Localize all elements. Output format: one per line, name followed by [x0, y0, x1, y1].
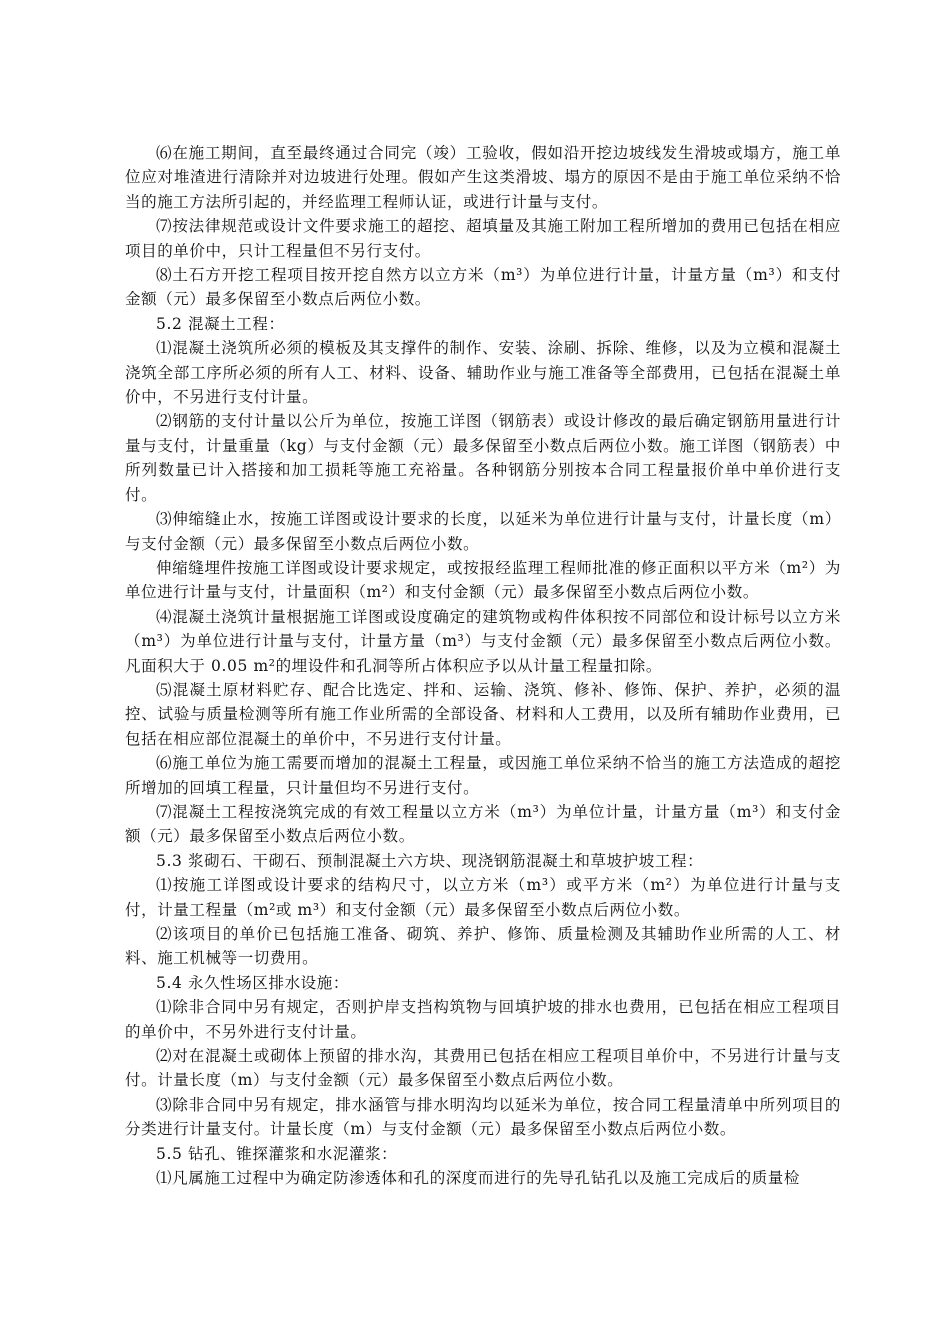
section-heading: 5.3 浆砌石、干砌石、预制混凝土六方块、现浇钢筋混凝土和草坡护坡工程：	[156, 851, 704, 870]
paragraph: ⑺按法律规范或设计文件要求施工的超挖、超填量及其施工附加工程所增加的费用已包括在相应项目的单价中，只计工程量但不另行支付。	[125, 217, 841, 260]
paragraph: ⑸混凝土原材料贮存、配合比选定、拌和、运输、浇筑、修补、修饰、保护、养护，必须的温控、试验与质量检测等所有施工作业所需的全部设备、材料和人工费用，以及所有辅助作业费用，已包括在相应部位混凝土的单价中，不另进行支付计量。	[125, 680, 841, 748]
paragraph: ⑻土石方开挖工程项目按开挖自然方以立方米（m³）为单位进行计量，计量方量（m³）和支付金额（元）最多保留至小数点后两位小数。	[125, 266, 841, 309]
paragraph: ⑴混凝土浇筑所必须的模板及其支撑件的制作、安装、涂刷、拆除、维修，以及为立模和混凝土浇筑全部工序所必须的所有人工、材料、设备、辅助作业与施工准备等全部费用，已包括在混凝土单价中，不另进行支付计量。	[125, 339, 841, 407]
paragraph: ⑶伸缩缝止水，按施工详图或设计要求的长度，以延米为单位进行计量与支付，计量长度（m）与支付金额（元）最多保留至小数点后两位小数。	[125, 510, 841, 553]
paragraph: ⑶除非合同中另有规定，排水涵管与排水明沟均以延米为单位，按合同工程量清单中所列项目的分类进行计量支付。计量长度（m）与支付金额（元）最多保留至小数点后两位小数。	[125, 1095, 841, 1139]
paragraph: ⑴除非合同中另有规定，否则护岸支挡构筑物与回填护坡的排水也费用，已包括在相应工程项目的单价中，不另外进行支付计量。	[125, 998, 841, 1041]
document-body	[125, 141, 841, 1190]
paragraph: ⑵该项目的单价已包括施工准备、砌筑、养护、修饰、质量检测及其辅助作业所需的人工、材料、施工机械等一切费用。	[125, 925, 841, 968]
section-heading: 5.2 混凝土工程：	[156, 314, 285, 333]
paragraph: ⑴凡属施工过程中为确定防渗透体和孔的深度而进行的先导孔钻孔以及施工完成后的质量检	[156, 1169, 801, 1188]
paragraph: ⑵对在混凝土或砌体上预留的排水沟，其费用已包括在相应工程项目单价中，不另进行计量与支付。计量长度（m）与支付金额（元）最多保留至小数点后两位小数。	[125, 1047, 841, 1090]
paragraph: ⑹施工单位为施工需要而增加的混凝土工程量，或因施工单位采纳不恰当的施工方法造成的超挖所增加的回填工程量，只计量但均不另进行支付。	[125, 754, 841, 797]
section-heading: 5.5 钻孔、锥探灌浆和水泥灌浆：	[156, 1144, 398, 1163]
paragraph: 伸缩缝埋件按施工详图或设计要求规定，或按报经监理工程师批准的修正面积以平方米（m²）为单位进行计量与支付，计量面积（m²）和支付金额（元）最多保留至小数点后两位小数。	[125, 558, 841, 602]
paragraph: ⑷混凝土浇筑计量根据施工详图或设度确定的建筑物或构件体积按不同部位和设计标号以立方米（m³）为单位进行计量与支付，计量方量（m³）与支付金额（元）最多保留至小数点后两位小数。凡面积大于 0.05 m²的埋设件和孔洞等所占体积应予以从计量工程量扣除。	[125, 607, 841, 675]
paragraph: ⑴按施工详图或设计要求的结构尺寸，以立方米（m³）或平方米（m²）为单位进行计量与支付，计量工程量（m²或 m³）和支付金额（元）最多保留至小数点后两位小数。	[125, 876, 841, 919]
paragraph: ⑵钢筋的支付计量以公斤为单位，按施工详图（钢筋表）或设计修改的最后确定钢筋用量进行计量与支付，计量重量（kg）与支付金额（元）最多保留至小数点后两位小数。施工详图（钢筋表）中所列数量已计入搭接和加工损耗等施工充裕量。各种钢筋分别按本合同工程量报价单中单价进行支付。	[125, 412, 841, 504]
section-heading: 5.4 永久性场区排水设施：	[156, 973, 349, 992]
paragraph: ⑹在施工期间，直至最终通过合同完（竣）工验收，假如沿开挖边坡线发生滑坡或塌方，施工单位应对堆渣进行清除并对边坡进行处理。假如产生这类滑坡、塌方的原因不是由于施工单位采纳不恰当的施工方法所引起的，并经监理工程师认证，或进行计量与支付。	[125, 144, 841, 211]
paragraph: ⑺混凝土工程按浇筑完成的有效工程量以立方米（m³）为单位计量，计量方量（m³）和支付金额（元）最多保留至小数点后两位小数。	[125, 802, 841, 846]
